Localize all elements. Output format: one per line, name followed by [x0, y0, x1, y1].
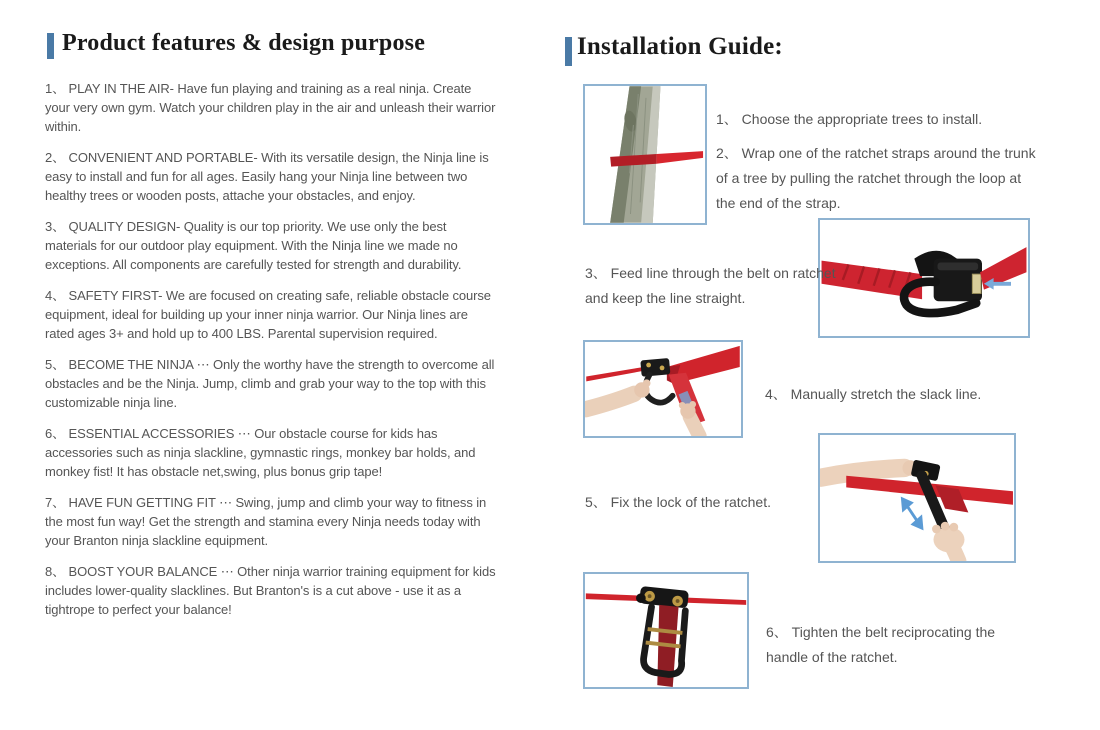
- feature-item-2: 2、 CONVENIENT AND PORTABLE- With its versatile design, the Ninja line is easy to install and fun for all ages. Easily hang your Ninja line between two healthy trees or wooden posts, attache your obstacles, and enjoy.: [45, 150, 489, 203]
- fix-lock-illustration: [820, 435, 1014, 561]
- title-accent-bar: [47, 33, 54, 59]
- install-step-3: 3、 Feed line through the belt on ratchet and keep the line straight.: [585, 265, 836, 306]
- tightened-ratchet-illustration: [585, 574, 747, 687]
- features-list: [45, 79, 497, 631]
- ratchet-closeup-illustration: [820, 220, 1028, 336]
- feature-item-6: 6、 ESSENTIAL ACCESSORIES ⋯ Our obstacle course for kids has accessories such as ninja slackline, gymnastic rings, monkey bar holds, and monkey fist! It has obstacle net,swing, plus bonus grip tape!: [45, 426, 476, 479]
- photo-tree-with-strap: [583, 84, 707, 225]
- feature-item-5: 5、 BECOME THE NINJA ⋯ Only the worthy have the strength to overcome all obstacles and be the Ninja. Jump, climb and grab your way to the top with this customizable ninja line.: [45, 357, 495, 410]
- photo-ratchet-closeup: [818, 218, 1030, 338]
- feature-item-8: 8、 BOOST YOUR BALANCE ⋯ Other ninja warrior training equipment for kids includes lower-quality slacklines. But Branton's is a cut above - use it as a tightrope to perfect your balance!: [45, 564, 496, 617]
- hands-threading-illustration: [585, 342, 741, 436]
- photo-fix-ratchet-lock: [818, 433, 1016, 563]
- title-accent-bar: [565, 37, 572, 66]
- page-title-features: Product features & design purpose: [62, 30, 426, 56]
- install-step-4: 4、 Manually stretch the slack line.: [765, 386, 982, 402]
- install-step-1: 1、 Choose the appropriate trees to install.: [716, 111, 983, 127]
- tree-with-strap-illustration: [585, 86, 705, 223]
- photo-tightened-ratchet: [583, 572, 749, 689]
- install-step-5: 5、 Fix the lock of the ratchet.: [585, 494, 771, 510]
- install-step-2: 2、 Wrap one of the ratchet straps around the trunk of a tree by pulling the ratchet through the loop at the end of the strap.: [716, 145, 1036, 211]
- page-title-installation: Installation Guide:: [577, 33, 783, 60]
- photo-hands-threading-strap: [583, 340, 743, 438]
- feature-item-1: 1、 PLAY IN THE AIR- Have fun playing and training as a real ninja. Create your very own gym. Watch your children play in the air and unleash their warrior within.: [45, 81, 496, 134]
- feature-item-7: 7、 HAVE FUN GETTING FIT ⋯ Swing, jump and climb your way to fitness in the most fun way! Get the strength and stamina every Ninja needs today with your Branton ninja slackline equipment.: [45, 495, 487, 548]
- feature-item-3: 3、 QUALITY DESIGN- Quality is our top priority. We use only the best materials for our outdoor play equipment. With the Ninja line we made no exceptions. All components are carefully tested for strength and durability.: [45, 219, 462, 272]
- feature-item-4: 4、 SAFETY FIRST- We are focused on creating safe, reliable obstacle course equipment, ideal for building up your inner ninja warrior. Our Ninja lines are rated ages 3+ and hold up to 400 LBS. Parental supervision required.: [45, 288, 491, 341]
- install-step-6: 6、 Tighten the belt reciprocating the handle of the ratchet.: [766, 624, 996, 665]
